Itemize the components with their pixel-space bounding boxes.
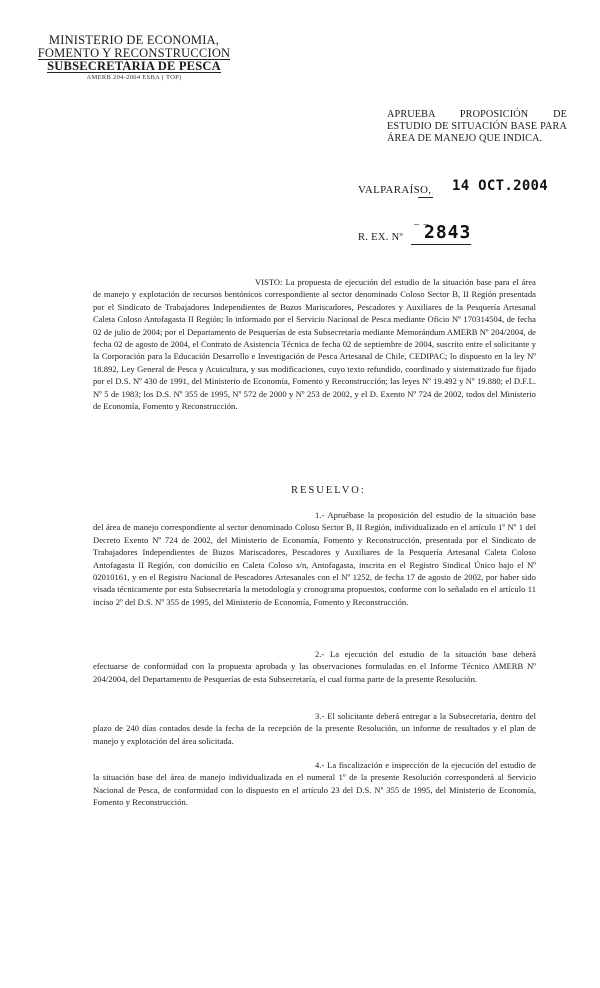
letterhead-subsecretaria xyxy=(34,60,234,73)
letterhead-subsecretaria-text: SUBSECRETARIA DE PESCA xyxy=(47,59,221,73)
visto-paragraph: VISTO: La propuesta de ejecución del estudio de la situación base para el área de manejo y explotación de recursos bentónicos correspondiente al sector denominado Coloso Sector B, II Región presentada por el Sindicato de Trabajadores Independientes de Buzos Mariscadores, Pescadores y Auxiliares de la Pesquería Artesanal Caleta Coloso Antofagasta II Región; lo informado por el Servicio Nacional de Pesca mediante Oficio Nº 170314504, de fecha 02 de julio de 2004; por el Departamento de Pesquerías de esta Subsecretaría mediante Memorándum AMERB Nº 204/2004, de fecha 02 de agosto de 2004, el Contrato de Asistencia Técnica de fecha 02 de septiembre de 2004, suscrito entre el solicitante y la Corporación para la Educación Desarrollo e Investigación de Pesca Artesanal de Chile, CEDIPAC; lo dispuesto en la ley Nº 18.892, Ley General de Pesca y Acuicultura, y sus modificaciones, cuyo texto refundido, coordinado y sistematizado fue fijado por el D.S. Nº 430 de 1991, del Ministerio de Economía, Fomento y Reconstrucción; las leyes Nº 19.492 y Nº 19.880; el D.F.L. Nº 5 de 1983; los D.S. Nº 355 de 1995, Nº 572 de 2000 y Nº 253 de 2002, y el D. Exento Nº 724 de 2002, todos del Ministerio de Economía, Fomento y Reconstrucción. xyxy=(93,277,536,412)
letterhead-ministry-2-text: FOMENTO Y RECONSTRUCCION xyxy=(37,46,231,60)
date-stamp: 14 OCT.2004 xyxy=(452,178,549,194)
resolution-item-1: 1.- Apruébase la proposición del estudio de la situación base del área de manejo correspondiente al sector denominado Coloso Sector B, II Región, individualizado en el artículo 1º Nº 1 del Decreto Exento Nº 724 de 2002, del Ministerio de Economía, Fomento y Reconstrucción, presentada por el Sindicato de Trabajadores Independientes de Buzos Mariscadores, Pescadores y Auxiliares de la Pesquería Artesanal Caleta Coloso Antofagasta II Región, con domicilio en Caleta Coloso s/n, Antofagasta, inscrita en el Registro Sindical Único bajo el Nº 02010161, y en el Registro Nacional de Pescadores Artesanales con el Nº 1252, de fecha 17 de agosto de 2002, por haber sido visada técnicamente por esta Subsecretaría la metodología y cronograma propuestos, conforme con lo señalado en el artículo 11 inciso 2º del D.S. Nº 355 de 1995, del Ministerio de Economía, Fomento y Reconstrucción. xyxy=(93,510,536,607)
resolution-number-line xyxy=(358,221,558,245)
resolution-underline xyxy=(411,244,471,245)
date-city: VALPARAÍSO, xyxy=(358,184,432,196)
resolution-item-2: 2.- La ejecución del estudio de la situación base deberá efectuarse de conformidad con la propuesta aprobada y las observaciones formuladas en el Informe Técnico AMERB Nº 204/2004, del Departamento de Pesquerías de esta Subsecretaría, el cual forma parte de la presente Resolución. xyxy=(93,649,536,684)
resolution-number: 2843 xyxy=(424,222,472,243)
letterhead-ministry: MINISTERIO DE ECONOMIA, xyxy=(48,33,220,47)
resolution-label: R. EX. Nº xyxy=(358,232,404,243)
resuelvo-heading: RESUELVO: xyxy=(291,485,366,496)
date-line xyxy=(358,178,568,198)
document-subject: APRUEBA PROPOSICIÓN DE ESTUDIO DE SITUACIÓN BASE PARA ÁREA DE MANEJO QUE INDICA. xyxy=(387,109,567,144)
resolution-item-4: 4.- La fiscalización e inspección de la ejecución del estudio de la situación base del área de manejo individualizada en el numeral 1º de la presente Resolución corresponderá al Servicio Nacional de Pesca, de conformidad con lo dispuesto en el artículo 23 del D.S. Nº 355 de 1995, del Ministerio de Economía, Fomento y Reconstrucción. xyxy=(93,760,536,808)
resolution-dash: – – xyxy=(414,219,430,230)
letterhead-reference: AMERB 204-2004 ESBA ( TOP) xyxy=(86,74,182,81)
resolution-item-3: 3.- El solicitante deberá entregar a la Subsecretaría, dentro del plazo de 240 días contados desde la fecha de la recepción de la presente Resolución, un informe de resultados y el plan de manejo y explotación del área solicitada. xyxy=(93,711,536,746)
date-underline xyxy=(418,197,433,198)
letterhead xyxy=(34,34,234,82)
